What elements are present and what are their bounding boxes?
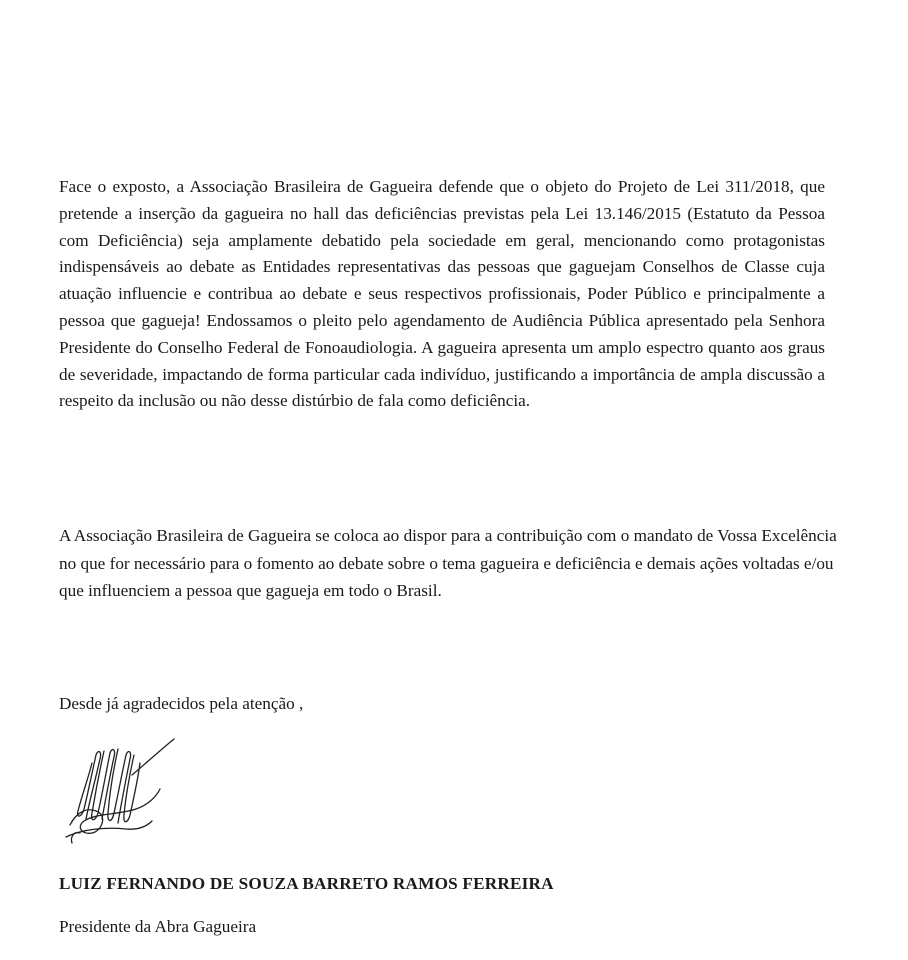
closing-line: Desde já agradecidos pela atenção , <box>59 694 304 713</box>
signer-title: Presidente da Abra Gagueira <box>59 917 257 936</box>
body-paragraph-2: A Associação Brasileira de Gagueira se coloca ao dispor para a contribuição com o mandato de Vossa Excelência no que for necessário para o fomento ao debate sobre o tema gagueira e deficiência e demais ações voltadas e/ou que influenciem a pessoa que gagueja em todo o Brasil. <box>59 526 837 600</box>
handwritten-signature <box>52 733 184 853</box>
body-paragraph-1: Face o exposto, a Associação Brasileira de Gagueira defende que o objeto do Projeto de Lei 311/2018, que pretende a inserção da gagueira no hall das deficiências previstas pela Lei 13.146/2015 (Estatuto da Pessoa com Deficiência) seja amplamente debatido pela sociedade em geral, mencionando como protagonistas indispensáveis ao debate as Entidades representativas das pessoas que gaguejam Conselhos de Classe cuja atuação influencie e contribua ao debate e seus respectivos profissionais, Poder Público e principalmente a pessoa que gagueja! Endossamos o pleito pelo agendamento de Audiência Pública apresentado pela Senhora Presidente do Conselho Federal de Fonoaudiologia. A gagueira apresenta um amplo espectro quanto aos graus de severidade, impactando de forma particular cada indivíduo, justificando a importância de ampla discussão a respeito da inclusão ou não desse distúrbio de fala como deficiência. <box>59 177 825 411</box>
signer-name: LUIZ FERNANDO DE SOUZA BARRETO RAMOS FERREIRA <box>59 874 554 893</box>
